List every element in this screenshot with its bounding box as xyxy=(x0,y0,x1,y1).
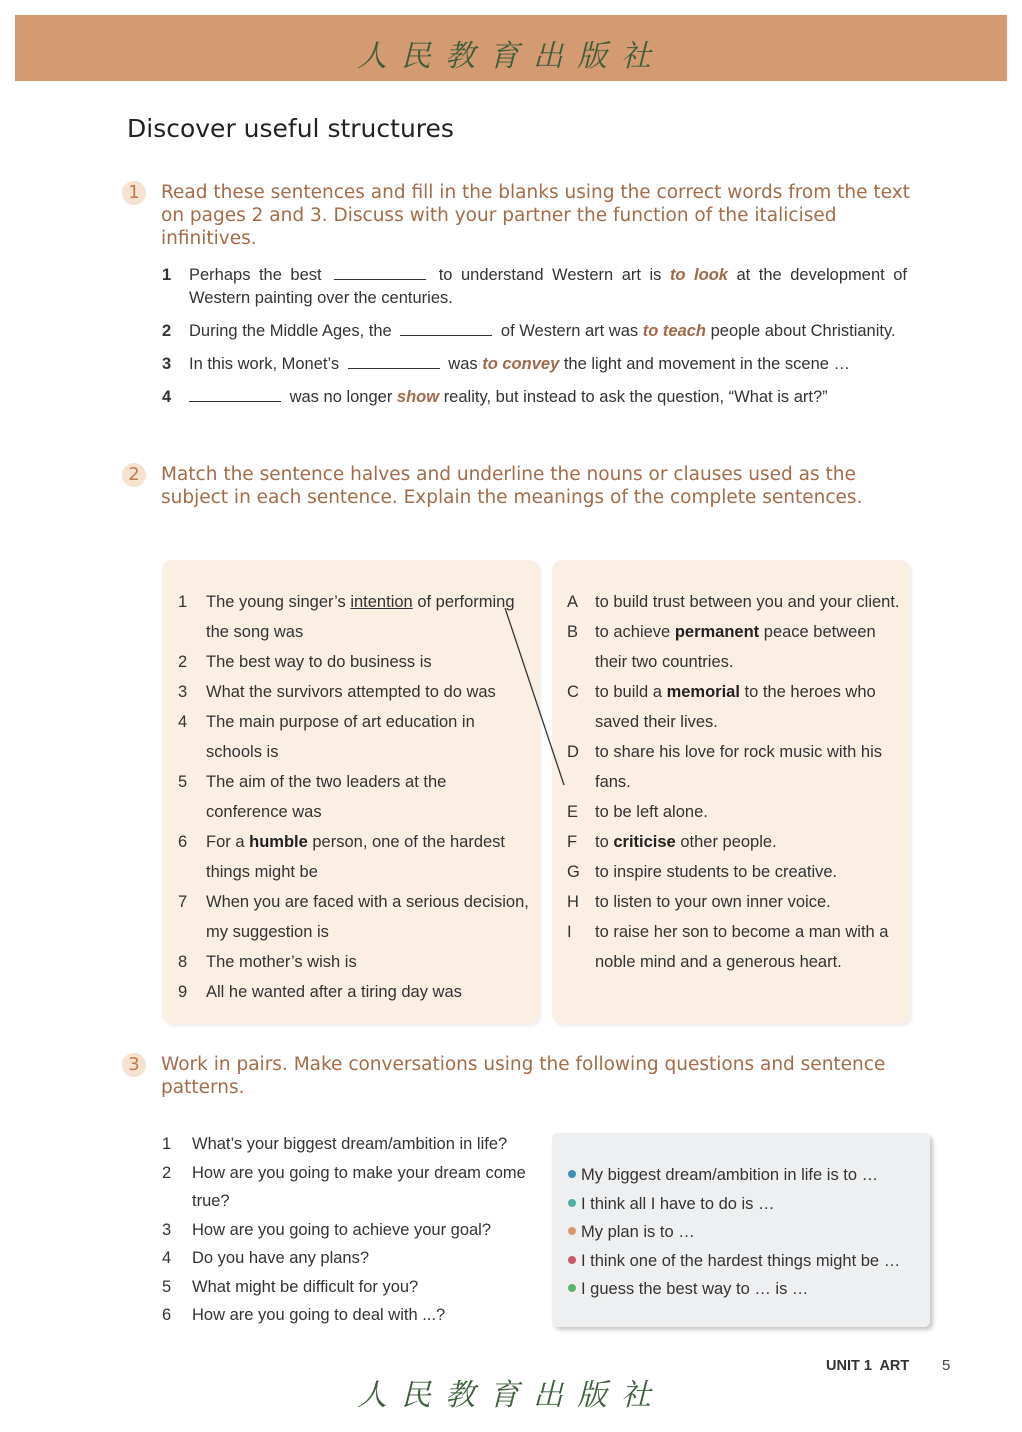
section-number: 3 xyxy=(122,1053,146,1077)
text-after: was xyxy=(448,355,478,373)
match-item xyxy=(567,677,902,737)
pattern-item xyxy=(568,1161,900,1190)
text-rest: at the development of Western painting over the centuries. xyxy=(189,266,907,307)
section-1 xyxy=(122,181,912,419)
italic-infinitive: to look xyxy=(669,266,728,284)
italic-infinitive: to convey xyxy=(482,355,560,373)
text-post: to the heroes who saved their lives. xyxy=(595,683,876,731)
text-post: peace between their two countries. xyxy=(595,623,876,671)
text-before: During the Middle Ages, the xyxy=(189,322,392,340)
list-item xyxy=(162,386,907,409)
item-text: What the survivors attempted to do was xyxy=(206,683,496,701)
section-number: 1 xyxy=(122,181,146,205)
pattern-item xyxy=(568,1247,900,1276)
item-number: 6 xyxy=(162,1306,172,1324)
match-item xyxy=(178,827,530,887)
item-text: How are you going to make your dream come true? xyxy=(192,1163,526,1210)
pattern-text: My biggest dream/ambition in life is to … xyxy=(581,1166,879,1184)
item-text xyxy=(189,264,907,310)
pattern-text: My plan is to … xyxy=(581,1223,695,1241)
match-item xyxy=(178,587,530,647)
section-instruction: Read these sentences and fill in the blanks using the correct words from the text on pages 2 and 3. Discuss with your partner the function of the italicised infinitives. xyxy=(161,182,910,249)
bullet-icon xyxy=(568,1227,576,1235)
match-item xyxy=(567,917,902,977)
item-letter: C xyxy=(567,683,579,701)
pattern-text: I guess the best way to … is … xyxy=(581,1280,809,1298)
match-item xyxy=(178,767,530,827)
item-number: 4 xyxy=(178,713,188,731)
underlined-subject: intention xyxy=(350,593,413,611)
item-text xyxy=(595,617,902,677)
list-item xyxy=(162,264,907,310)
text-post: of performing the song was xyxy=(206,593,515,641)
question-item xyxy=(162,1216,542,1245)
item-letter: A xyxy=(567,593,579,611)
question-item xyxy=(162,1301,542,1330)
item-number: 7 xyxy=(178,893,188,911)
section-3 xyxy=(122,1053,912,1099)
answer-blank[interactable] xyxy=(348,354,440,369)
item-number: 1 xyxy=(162,1135,172,1153)
question-item xyxy=(162,1130,542,1159)
example-match-line xyxy=(500,605,570,790)
text-before: Perhaps the best xyxy=(189,266,322,284)
item-text: to raise her son to become a man with a noble mind and a generous heart. xyxy=(595,923,889,971)
text-pre: to build a xyxy=(595,683,662,701)
match-item xyxy=(178,977,530,1007)
match-item xyxy=(178,707,530,767)
unit-label: UNIT 1 ART xyxy=(826,1358,910,1374)
item-number: 9 xyxy=(178,983,188,1001)
sentence-patterns-box xyxy=(552,1133,930,1327)
item-number: 3 xyxy=(162,1220,172,1239)
item-text xyxy=(206,827,530,887)
match-item xyxy=(178,647,530,677)
item-text: What’s your biggest dream/ambition in life? xyxy=(192,1135,508,1153)
match-item xyxy=(567,587,902,617)
item-number: 3 xyxy=(178,683,188,701)
left-halves-list xyxy=(178,587,530,1007)
item-text xyxy=(189,353,907,376)
answer-blank[interactable] xyxy=(189,387,281,402)
bullet-icon xyxy=(568,1256,576,1264)
text-rest: reality, but instead to ask the question, “What is art?” xyxy=(443,388,828,406)
text-post: person, one of the hardest things might be xyxy=(206,833,506,881)
item-letter: I xyxy=(567,923,572,941)
item-text: The best way to do business is xyxy=(206,653,432,671)
item-number: 1 xyxy=(178,593,188,611)
item-text: to share his love for rock music with his fans. xyxy=(595,743,883,791)
item-text: The aim of the two leaders at the conference was xyxy=(206,773,447,821)
item-text xyxy=(595,827,902,857)
text-after: of Western art was xyxy=(500,322,639,340)
bold-word: humble xyxy=(249,833,308,851)
item-number: 6 xyxy=(178,833,188,851)
match-item xyxy=(567,827,902,857)
pattern-text: I think all I have to do is … xyxy=(581,1194,775,1213)
section-number: 2 xyxy=(122,463,146,487)
item-letter: E xyxy=(567,803,579,821)
item-number: 3 xyxy=(162,355,172,373)
answer-blank[interactable] xyxy=(334,265,426,280)
text-after: was no longer xyxy=(289,388,393,406)
list-item xyxy=(162,320,907,343)
item-text: What might be difficult for you? xyxy=(192,1277,419,1296)
item-text xyxy=(189,386,907,409)
sentence-halves-right-box xyxy=(552,560,910,1024)
item-number: 2 xyxy=(162,1163,172,1182)
bold-word: memorial xyxy=(666,683,740,701)
italic-infinitive: show xyxy=(396,388,440,406)
header-banner xyxy=(15,15,1007,81)
item-number: 2 xyxy=(162,322,172,340)
bullet-icon xyxy=(568,1170,576,1178)
item-text: How are you going to achieve your goal? xyxy=(192,1220,492,1239)
pattern-item xyxy=(568,1275,900,1304)
item-number: 5 xyxy=(162,1277,172,1296)
text-pre: to xyxy=(595,833,609,851)
item-number: 8 xyxy=(178,953,188,971)
list-item xyxy=(162,353,907,376)
item-letter: B xyxy=(567,623,579,641)
answer-blank[interactable] xyxy=(400,321,492,336)
item-number: 2 xyxy=(178,653,188,671)
item-text: The mother’s wish is xyxy=(206,953,357,971)
match-item xyxy=(178,887,530,947)
item-text: Do you have any plans? xyxy=(192,1249,370,1267)
fill-in-list xyxy=(162,264,907,409)
text-rest: people about Christianity. xyxy=(710,322,896,340)
match-item xyxy=(567,887,902,917)
item-letter: H xyxy=(567,893,579,911)
match-item xyxy=(567,617,902,677)
item-number: 4 xyxy=(162,1249,172,1267)
item-text: to be left alone. xyxy=(595,803,708,821)
item-text: When you are faced with a serious decision, my suggestion is xyxy=(206,893,529,941)
text-pre: For a xyxy=(206,833,245,851)
text-pre: to achieve xyxy=(595,623,671,641)
page-number: 5 xyxy=(942,1357,951,1374)
item-text xyxy=(206,587,530,647)
section-instruction: Work in pairs. Make conversations using the following questions and sentence patterns. xyxy=(161,1054,886,1098)
italic-infinitive: to teach xyxy=(642,322,707,340)
item-text xyxy=(189,320,907,343)
publisher-logo: 人民教育出版社 xyxy=(357,39,665,74)
match-item xyxy=(178,947,530,977)
match-item xyxy=(178,677,530,707)
right-halves-list xyxy=(567,587,902,977)
section-instruction: Match the sentence halves and underline the nouns or clauses used as the subject in each sentence. Explain the meanings of the complete sentences. xyxy=(161,464,863,508)
item-number: 5 xyxy=(178,773,188,791)
question-item xyxy=(162,1273,542,1302)
pattern-item xyxy=(568,1190,900,1219)
publisher-logo-footer: 人民教育出版社 xyxy=(357,1378,665,1413)
text-post: other people. xyxy=(680,833,777,851)
bold-word: permanent xyxy=(674,623,760,641)
text-after: to understand Western art is xyxy=(438,266,662,284)
match-item xyxy=(567,737,902,797)
item-text: to build trust between you and your client. xyxy=(595,593,900,611)
item-text: How are you going to deal with ...? xyxy=(192,1306,446,1324)
question-item xyxy=(162,1244,542,1273)
item-text: The main purpose of art education in schools is xyxy=(206,713,475,761)
item-text: to listen to your own inner voice. xyxy=(595,893,831,911)
questions-list xyxy=(162,1130,542,1330)
section-2 xyxy=(122,463,912,509)
match-item xyxy=(567,797,902,827)
bullet-icon xyxy=(568,1199,576,1207)
item-number: 1 xyxy=(162,266,172,284)
match-item xyxy=(567,857,902,887)
item-number: 4 xyxy=(162,388,172,406)
item-text: All he wanted after a tiring day was xyxy=(206,983,462,1001)
item-letter: D xyxy=(567,743,579,761)
page-title: Discover useful structures xyxy=(127,114,454,143)
question-item xyxy=(162,1159,542,1216)
bold-word: criticise xyxy=(613,833,676,851)
sentence-halves-left-box xyxy=(162,560,539,1024)
item-text xyxy=(595,677,902,737)
pattern-item xyxy=(568,1218,900,1247)
pattern-text: I think one of the hardest things might be … xyxy=(581,1251,901,1270)
bullet-icon xyxy=(568,1284,576,1292)
item-letter: G xyxy=(567,863,580,881)
item-letter: F xyxy=(567,833,578,851)
text-rest: the light and movement in the scene … xyxy=(563,355,851,373)
item-text: to inspire students to be creative. xyxy=(595,863,838,881)
text-pre: The young singer’s xyxy=(206,593,346,611)
text-before: In this work, Monet’s xyxy=(189,355,340,373)
sentence-patterns-list xyxy=(568,1161,900,1304)
